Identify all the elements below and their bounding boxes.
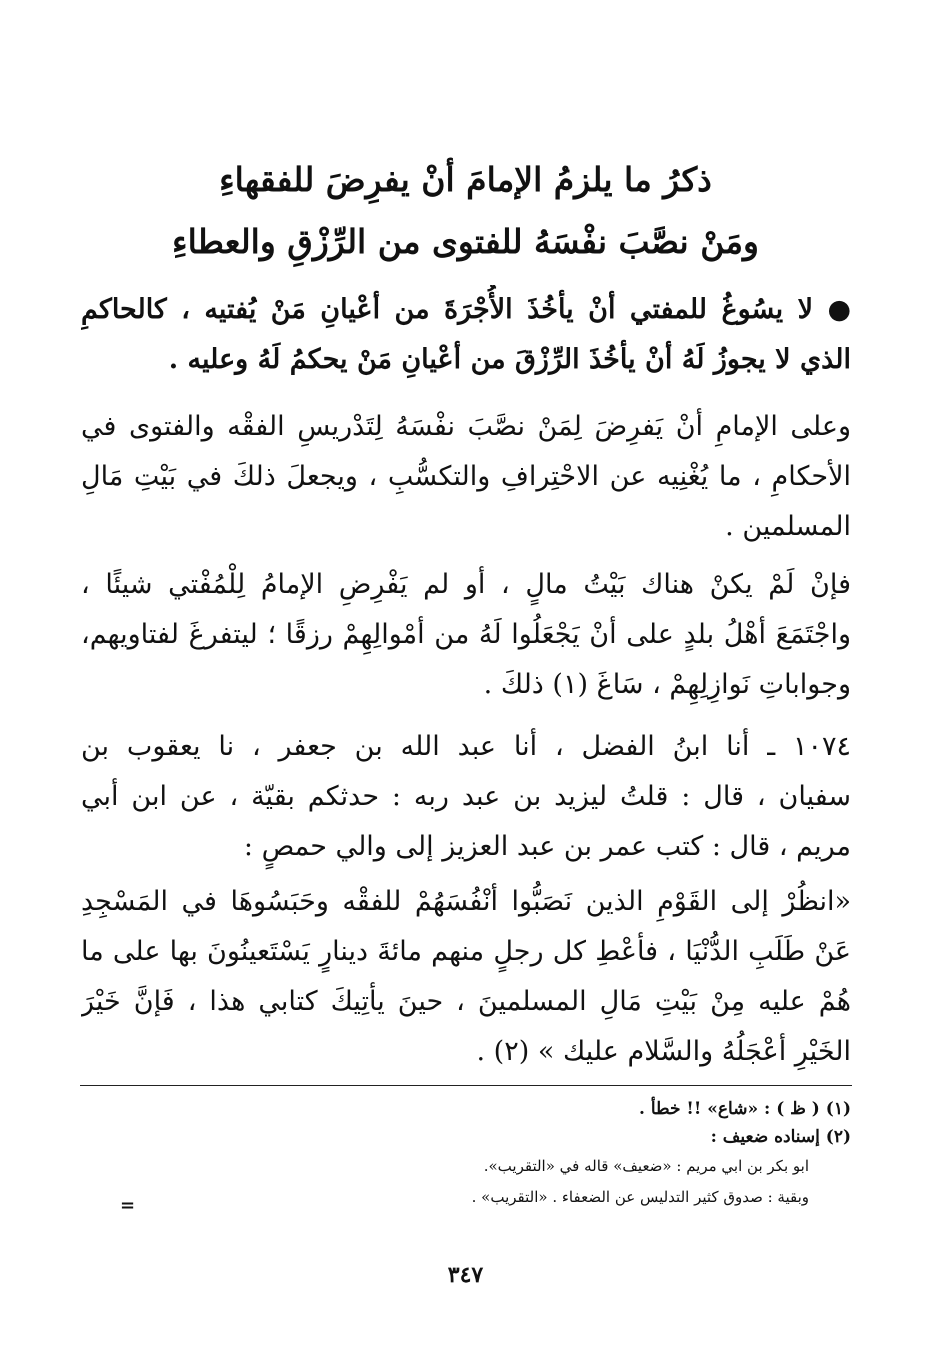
text-line: «انظُرْ إلى القَوْمِ الذين نَصَبُّوا أنْفُسَهُمْ للفقْه وحَبَسُوهَا في المَسْجِدِ [81, 886, 851, 917]
hadith-text-paragraph [81, 877, 851, 1077]
text-line: الذي لا يجوزُ لَهُ أنْ يأخُذَ الرِّزْقَ من أعْيانِ مَنْ يحكمُ لَهُ وعليه . [168, 344, 851, 375]
page-number: ٣٤٧ [447, 1262, 484, 1288]
footnote-2: (٢) إسناده ضعيف : [710, 1127, 851, 1147]
paragraph [81, 560, 851, 710]
chapter-title-line-2: ومَنْ نصَّبَ نفْسَهُ للفتوى من الرِّزْقِ والعطاءِ [172, 222, 759, 261]
text-line: ١٠٧٤ ـ أنا ابنُ الفضل ، أنا عبد الله بن جعفر ، نا يعقوب بن [81, 731, 851, 762]
text-line: سفيان ، قال : قلتُ ليزيد بن عبد ربه : حدثكم بقيّة ، عن ابن أبي [81, 781, 851, 812]
chapter-title-line-1: ذكرُ ما يلزمُ الإمامَ أنْ يفرِضَ للفقهاءِ [219, 160, 712, 199]
footnote-1: (١) ( ظ ) : «شاع» !! خطأ . [639, 1099, 851, 1119]
text-line: وعلى الإمامِ أنْ يَفرِضَ لِمَنْ نصَّبَ نفْسَهُ لِتَدْريسِ الفقْه والفتوى في [81, 411, 851, 442]
footnotes [91, 1095, 851, 1213]
text-line: عَنْ طَلَبِ الدُّنْيَا ، فأعْطِ كل رجلٍ منهم مائةَ دينارٍ يَسْتَعينُونَ بها على ما [81, 936, 851, 967]
text-line: واجْتَمَعَ أهْلُ بلدٍ على أنْ يَجْعَلُوا لَهُ من أمْوالِهِمْ رزقًا ؛ ليتفرغَ لفتاويهم، [81, 619, 851, 650]
hadith-isnad-paragraph [81, 722, 851, 872]
text-line: المسلمين . [725, 511, 851, 542]
footnote-2-detail-b: وبقية : صدوق كثير التدليس عن الضعفاء . «التقريب» . [471, 1188, 809, 1206]
text-line: وجواباتِ نَوازِلِهِمْ ، سَاغَ (١) ذلكَ . [483, 669, 851, 700]
text-line: الخَيْرِ أعْجَلُهُ والسَّلام عليك » (٢) . [476, 1036, 851, 1067]
footnote-divider [80, 1085, 852, 1086]
text-line: فإنْ لَمْ يكنْ هناك بَيْتُ مالٍ ، أو لم يَفْرِضِ الإمامُ لِلْمُفْتي شيئًا ، [81, 569, 851, 600]
rule-paragraph [81, 285, 851, 385]
continuation-mark: = [120, 1195, 136, 1216]
text-line: مريم ، قال : كتب عمر بن عبد العزيز إلى والي حمصٍ : [243, 831, 851, 862]
footnote-2-detail-a: ابو بكر بن ابي مريم : «ضعيف» قاله في «التقريب». [483, 1157, 809, 1175]
text-line: هُمْ عليه مِنْ بَيْتِ مَالِ المسلمينَ ، حينَ يأتِيكَ كتابي هذا ، فَإنَّ خَيْرَ [81, 986, 851, 1017]
paragraph [81, 402, 851, 552]
text-line: ● لا يسُوغُ للمفتي أنْ يأخُذَ الأُجْرَةَ من أعْيانِ مَنْ يُفتيه ، كالحاكمِ [81, 294, 851, 325]
text-line: الأحكامِ ، ما يُغْنِيه عن الاحْتِرافِ والتكسُّبِ ، ويجعلَ ذلكَ في بَيْتِ مَالِ [81, 461, 851, 492]
